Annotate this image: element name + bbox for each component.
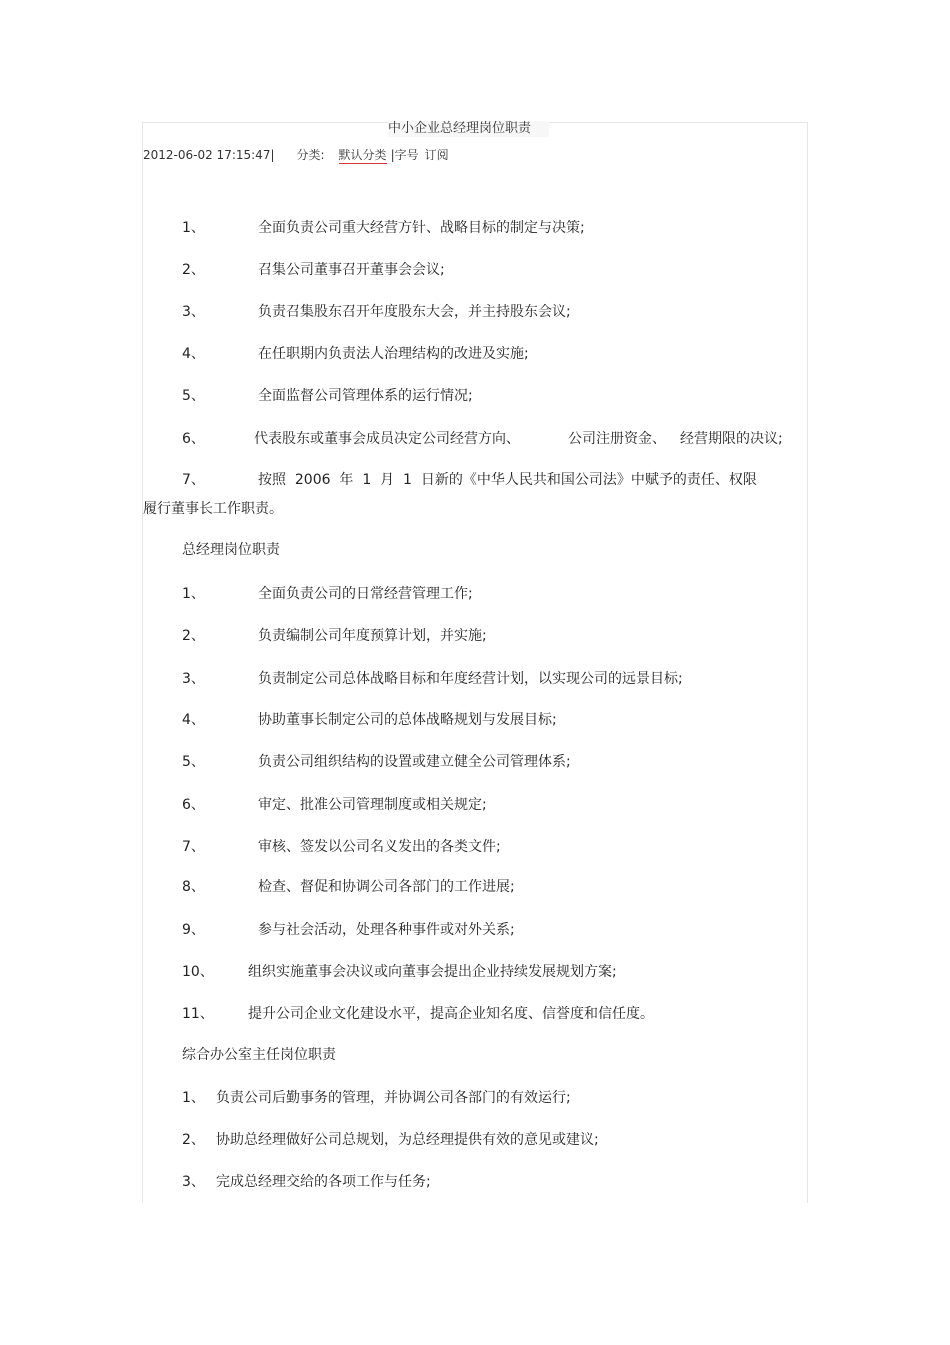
list-item-number: 3、 [182,304,205,320]
list-item-text: 组织实施董事会决议或向董事会提出企业持续发展规划方案; [248,964,617,980]
list-item-number: 6、 [182,431,205,447]
list-item-number: 4、 [182,346,205,362]
list-item-number: 11、 [182,1006,214,1022]
category-label: 分类: [296,148,325,162]
category-link[interactable]: 默认分类 [338,148,387,162]
font-size-link[interactable]: |字号 [390,148,419,162]
list-item-text: 负责制定公司总体战略目标和年度经营计划，以实现公司的远景目标; [258,671,683,687]
list-item-text: 协助总经理做好公司总规划，为总经理提供有效的意见或建议; [216,1132,599,1148]
list-item-number: 2、 [182,628,205,644]
list-item-number: 2、 [182,262,205,278]
list-item-text: 全面监督公司管理体系的运行情况; [258,388,473,404]
list-item-text: 公司注册资金、 [568,431,666,447]
list-item-text: 负责公司组织结构的设置或建立健全公司管理体系; [258,754,571,770]
list-item-continuation: 履行董事长工作职责。 [143,501,283,517]
list-item-number: 1、 [182,220,205,236]
list-item-text: 审核、签发以公司名义发出的各类文件; [258,839,501,855]
list-item-number: 3、 [182,671,205,687]
list-item-text: 检查、督促和协调公司各部门的工作进展; [258,879,515,895]
list-item-number: 4、 [182,712,205,728]
list-item-text: 提升公司企业文化建设水平，提高企业知名度、信誉度和信任度。 [248,1006,654,1022]
list-item-text: 负责编制公司年度预算计划，并实施; [258,628,487,644]
list-item-text: 召集公司董事召开董事会会议; [258,262,445,278]
content-frame [142,122,808,1203]
list-item-text: 全面负责公司重大经营方针、战略目标的制定与决策; [258,220,585,236]
section-heading: 总经理岗位职责 [182,542,280,558]
list-item-text: 审定、批准公司管理制度或相关规定; [258,797,487,813]
list-item-number: 1、 [182,586,205,602]
list-item-number: 6、 [182,797,205,813]
post-datetime: 2012-06-02 17:15:47| [143,148,275,162]
section-heading: 综合办公室主任岗位职责 [182,1047,336,1063]
list-item-number: 2、 [182,1132,205,1148]
list-item-text: 全面负责公司的日常经营管理工作; [258,586,473,602]
list-item-text: 负责公司后勤事务的管理，并协调公司各部门的有效运行; [216,1090,571,1106]
list-item-number: 10、 [182,964,214,980]
list-item-number: 3、 [182,1174,205,1190]
list-item-number: 5、 [182,754,205,770]
list-item-text: 经营期限的决议; [680,431,783,447]
list-item-number: 7、 [182,839,205,855]
list-item-text: 协助董事长制定公司的总体战略规划与发展目标; [258,712,557,728]
list-item-number: 5、 [182,388,205,404]
list-item-text: 参与社会活动，处理各种事件或对外关系; [258,922,515,938]
list-item-number: 7、 [182,472,205,488]
page-title: 中小企业总经理岗位职责 [388,121,549,137]
list-item-text: 完成总经理交给的各项工作与任务; [216,1174,431,1190]
list-item-text: 按照 2006 年 1 月 1 日新的《中华人民共和国公司法》中赋予的责任、权限 [258,472,757,488]
post-meta [143,147,449,163]
list-item-number: 1、 [182,1090,205,1106]
list-item-text: 代表股东或董事会成员决定公司经营方向、 [254,431,520,447]
subscribe-link[interactable]: 订阅 [424,148,449,162]
list-item-number: 9、 [182,922,205,938]
list-item-text: 在任职期内负责法人治理结构的改进及实施; [258,346,529,362]
list-item-text: 负责召集股东召开年度股东大会，并主持股东会议; [258,304,571,320]
list-item-number: 8、 [182,879,205,895]
